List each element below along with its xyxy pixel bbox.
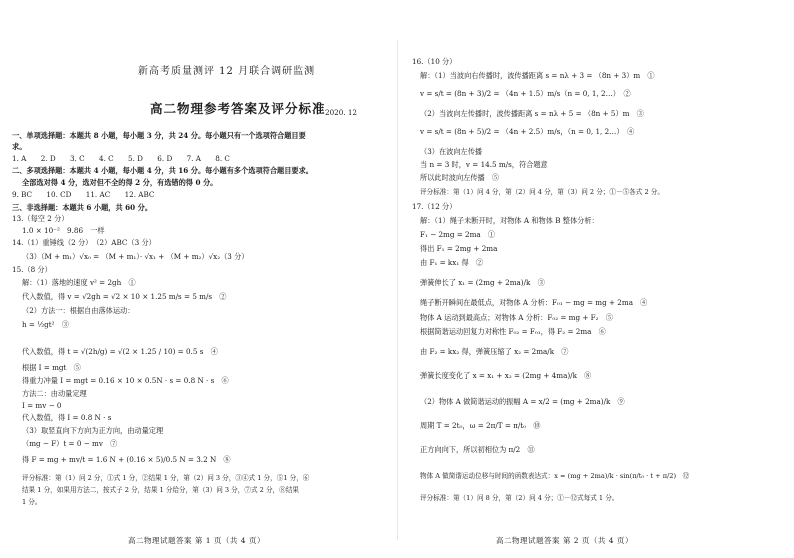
page-footer: 高二物理试题答案 第 1 页（共 4 页）: [128, 536, 265, 545]
q15-step-7: 得重力冲量 I = mgt = 0.16 × 10 × 0.5N · s = 0.8 N · s ⑥: [22, 376, 229, 385]
answer-sheet-title: 高二物理参考答案及评分标准: [150, 101, 326, 116]
q15-step-4: h = ½gt² ③: [22, 320, 69, 329]
q17-step-14: 物体 A 做简谐运动位移与时间的函数表达式：x = (mg + 2ma)/k · sin(π/t₀ · t + π/2) ⑫: [420, 472, 690, 480]
q15-step-6: 根据 I = mgt ⑤: [22, 363, 81, 372]
q16-step-2: v = s/t = (8n + 3)/2 = （4n + 1.5）m/s（n = 0, 1, 2…） ②: [420, 89, 631, 98]
q16-step-5: （3）在波向左传播: [420, 147, 483, 156]
q15-grading-1: 评分标准：第（1）问 2 分，①式 1 分，②结果 1 分，第（2）问 3 分，③④式 1 分，⑤1 分，⑥: [22, 474, 310, 482]
q15-grading-2: 结果 1 分，如果用方法二，按式子 2 分，结果 1 分给分，第（3）问 3 分，⑦式 2 分，⑧结果: [22, 486, 299, 494]
q16-step-4: v = s/t = (8n + 5)/2 = （4n + 2.5）m/s，（n = 0, 1, 2…） ④: [420, 127, 635, 136]
q17-heading: 17.（12 分）: [412, 202, 457, 211]
q17-grading: 评分标准：第（1）问 8 分，第（2）问 4 分；①－⑫式每式 1 分。: [420, 494, 619, 502]
q17-step-12: 周期 T = 2t₀，ω = 2π/T = π/t₀ ⑩: [420, 421, 541, 430]
section-2-rule: 全部选对得 4 分，选对但不全的得 2 分，有选错的得 0 分。: [22, 178, 218, 187]
q17-step-7: 物体 A 运动到最高点；对物体 A 分析：F₀₂ = mg + F₂ ⑤: [420, 313, 613, 322]
q17-step-11: （2）物体 A 做简谐运动的振幅 A = x/2 = (mg + 2ma)/k ⑨: [420, 397, 625, 406]
q17-step-9: 由 F₂ = kx₂ 得，弹簧压缩了 x₂ = 2ma/k ⑦: [420, 347, 569, 356]
exam-date: 2020. 12: [325, 108, 358, 117]
page-footer: 高二物理试题答案 第 2 页（共 4 页）: [496, 536, 633, 545]
q15-step-3: （2）方法一：根据自由落体运动：: [22, 306, 135, 315]
q15-step-2: 代入数值，得 v = √2gh = √2 × 10 × 1.25 m/s = 5 m/s ②: [22, 292, 227, 301]
q17-step-10: 弹簧长度变化了 x = x₁ + x₂ = (2mg + 4ma)/k ⑧: [420, 371, 592, 380]
q15-step-13: 得 F = mg + mv/t = 1.6 N + (0.16 × 5)/0.5 N = 3.2 N ⑧: [22, 455, 231, 464]
answer-page-2: [404, 0, 794, 558]
page-fold-line: [397, 40, 398, 540]
q15-step-1: 解：（1）落地的速度 v² = 2gh ①: [22, 278, 136, 287]
q14-answers: 14.（1）重锤线（2 分） （2）ABC（3 分）: [12, 238, 156, 247]
q15-step-10: 代入数值，得 I = 0.8 N · s: [22, 413, 112, 422]
section-1-heading: 一、单项选择题：本题共 8 小题，每小题 3 分，共 24 分。每小题只有一个选项符合题目要: [12, 131, 306, 140]
answer-page-1: [0, 0, 380, 558]
q14-part3: （3）（M + m₁）√x₀ = （M + m₁）· √x₁ + （M + m₂）√x₂（3 分）: [22, 252, 249, 261]
q15-heading: 15.（8 分）: [12, 265, 52, 274]
section-3-heading: 三、非选择题：本题共 6 小题，共 60 分。: [12, 203, 153, 212]
q13-answers: 1.0 × 10⁻² 9.86 一样: [22, 226, 105, 235]
q15-step-9: I = mv − 0: [22, 401, 62, 410]
q17-step-6: 绳子断开瞬间在最低点，对物体 A 分析：F₀₁ − mg = mg + 2ma ④: [420, 298, 648, 307]
q16-step-3: （2）当波向左传播时，波传播距离 s = nλ + 5 = （8n + 5）m ③: [420, 109, 644, 118]
q17-step-1: 解：（1）绳子未断开时，对物体 A 和物体 B 整体分析：: [420, 216, 599, 225]
q16-step-1: 解：（1）当波向右传播时，波传播距离 s = nλ + 3 = （8n + 3）m ①: [420, 71, 655, 80]
q16-step-6: 当 n = 3 时，v = 14.5 m/s，符合题意: [420, 160, 548, 169]
q16-step-7: 所以此时波向左传播 ⑤: [420, 173, 500, 182]
mc-answers-9-12: 9. BC 10. CD 11. AC 12. ABC: [12, 190, 155, 199]
q16-heading: 16.（10 分）: [412, 57, 457, 66]
exam-header-title: 新高考质量测评 12 月联合调研监测: [138, 66, 316, 77]
q17-step-13: 正方向向下，所以初相位为 π/2 ⑪: [420, 445, 535, 454]
q15-step-8: 方法二：由动量定理: [22, 389, 87, 398]
q13-heading: 13.（每空 2 分）: [12, 214, 69, 223]
q17-step-5: 弹簧伸长了 x₁ = (2mg + 2ma)/k ③: [420, 278, 545, 287]
q15-step-11: （3）取竖直向下方向为正方向，由动量定理: [22, 426, 164, 435]
q15-step-12: （mg − F）t = 0 − mv ⑦: [22, 439, 118, 448]
q17-step-2: F₁ − 2mg = 2ma ①: [420, 230, 496, 239]
q17-step-4: 由 F₁ = kx₁ 得 ②: [420, 258, 484, 267]
q15-step-5: 代入数值，得 t = √(2h/g) = √(2 × 1.25 / 10) = 0.5 s ④: [22, 347, 218, 356]
q17-step-8: 根据简谐运动回复力对称性 F₀₂ = F₀₁，得 F₂ = 2ma ⑥: [420, 327, 606, 336]
q16-grading: 评分标准：第（1）问 4 分，第（2）问 4 分，第（3）问 2 分；①－⑤各式 2 分。: [420, 188, 664, 196]
mc-answers-1-8: 1. A 2. D 3. C 4. C 5. D 6. D 7. A 8. C: [12, 154, 230, 163]
section-2-heading: 二、多项选择题：本题共 4 小题，每小题 4 分，共 16 分。每小题有多个选项符合题目要求。: [12, 166, 313, 175]
section-1-heading-cont: 求。: [12, 142, 27, 151]
q17-step-3: 得出 F₁ = 2mg + 2ma: [420, 244, 498, 253]
q15-grading-3: 1 分。: [22, 498, 42, 506]
